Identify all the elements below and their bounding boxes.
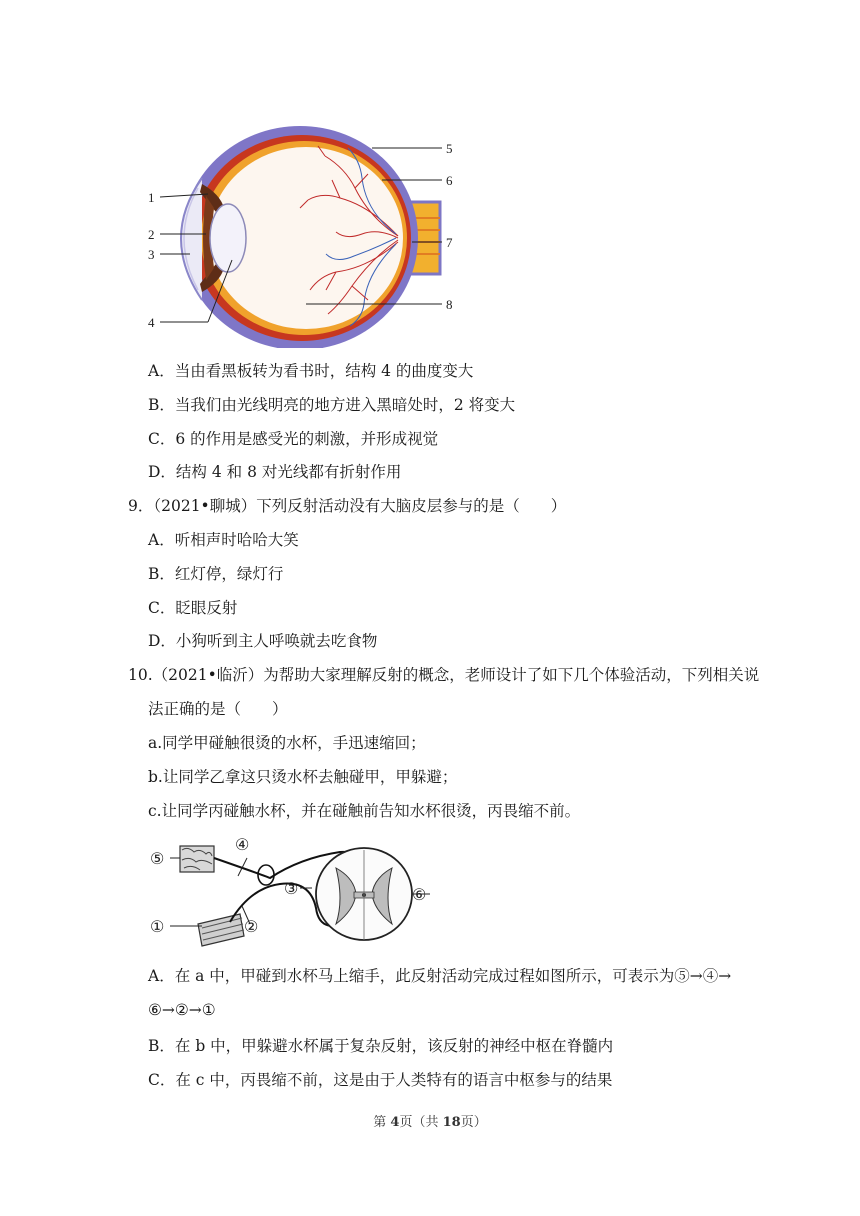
reflex-label-4: ④ [235,837,250,854]
footer-suffix: 页） [460,1115,487,1130]
eye-label-2: 2 [148,227,155,242]
eye-label-8: 8 [446,297,453,312]
q8-option-b: B．当我们由光线明亮的地方进入黑暗处时，2 将变大 [148,396,516,414]
reflex-label-5: ⑤ [150,851,165,868]
q10-stem-line2: 法正确的是（ ） [148,700,288,718]
q10-stem-line1: 10.（2021•临沂）为帮助大家理解反射的概念，老师设计了如下几个体验活动，下列相关说 [128,666,760,684]
effector-muscle [198,914,244,946]
q8-option-a: A．当由看黑板转为看书时，结构 4 的曲度变大 [148,362,474,380]
q10-option-b: B．在 b 中，甲躲避水杯属于复杂反射，该反射的神经中枢在脊髓内 [148,1037,614,1055]
eye-label-4: 4 [148,315,155,330]
q9-option-a: A．听相声时哈哈大笑 [148,531,299,549]
eye-label-5: 5 [446,141,453,156]
receptor-block [180,846,214,872]
q10-item-b: b.让同学乙拿这只烫水杯去触碰甲，甲躲避； [148,768,458,786]
reflex-label-6: ⑥ [412,887,427,904]
q10-item-a: a.同学甲碰触很烫的水杯，手迅速缩回； [148,734,426,752]
q10-item-c: c.让同学丙碰触水杯，并在碰触前告知水杯很烫，丙畏缩不前。 [148,802,581,820]
reflex-label-1: ① [150,919,165,936]
footer-total-pages: 18 [442,1115,461,1130]
q9-stem: 9．（2021•聊城）下列反射活动没有大脑皮层参与的是（ ） [128,497,567,515]
q9-option-d: D．小狗听到主人呼唤就去吃食物 [148,632,378,650]
page-footer [0,1111,860,1130]
eye-label-3: 3 [148,247,155,262]
q10-option-a-line2: ⑥→②→① [148,1001,216,1019]
q8-option-c: C．6 的作用是感受光的刺激，并形成视觉 [148,430,439,448]
reflex-label-2: ② [244,919,259,936]
q10-option-c: C．在 c 中，丙畏缩不前，这是由于人类特有的语言中枢参与的结果 [148,1071,613,1089]
q9-option-b: B．红灯停，绿灯行 [148,565,284,583]
spinal-cord-section [316,848,412,940]
reflex-arc-diagram [140,828,440,958]
q8-option-d: D．结构 4 和 8 对光线都有折射作用 [148,463,402,481]
reflex-label-3: ③ [284,881,299,898]
eye-label-6: 6 [446,173,453,188]
footer-page-number: 4 [390,1115,400,1130]
eye-label-1: 1 [148,190,155,205]
q10-option-a-line1: A．在 a 中，甲碰到水杯马上缩手，此反射活动完成过程如图所示，可表示为⑤→④→ [148,967,732,985]
footer-middle: 页（共 [399,1115,443,1130]
eye-diagram [140,108,470,348]
footer-prefix: 第 [373,1115,391,1130]
eye-label-7: 7 [446,235,453,250]
q9-option-c: C．眨眼反射 [148,599,238,617]
